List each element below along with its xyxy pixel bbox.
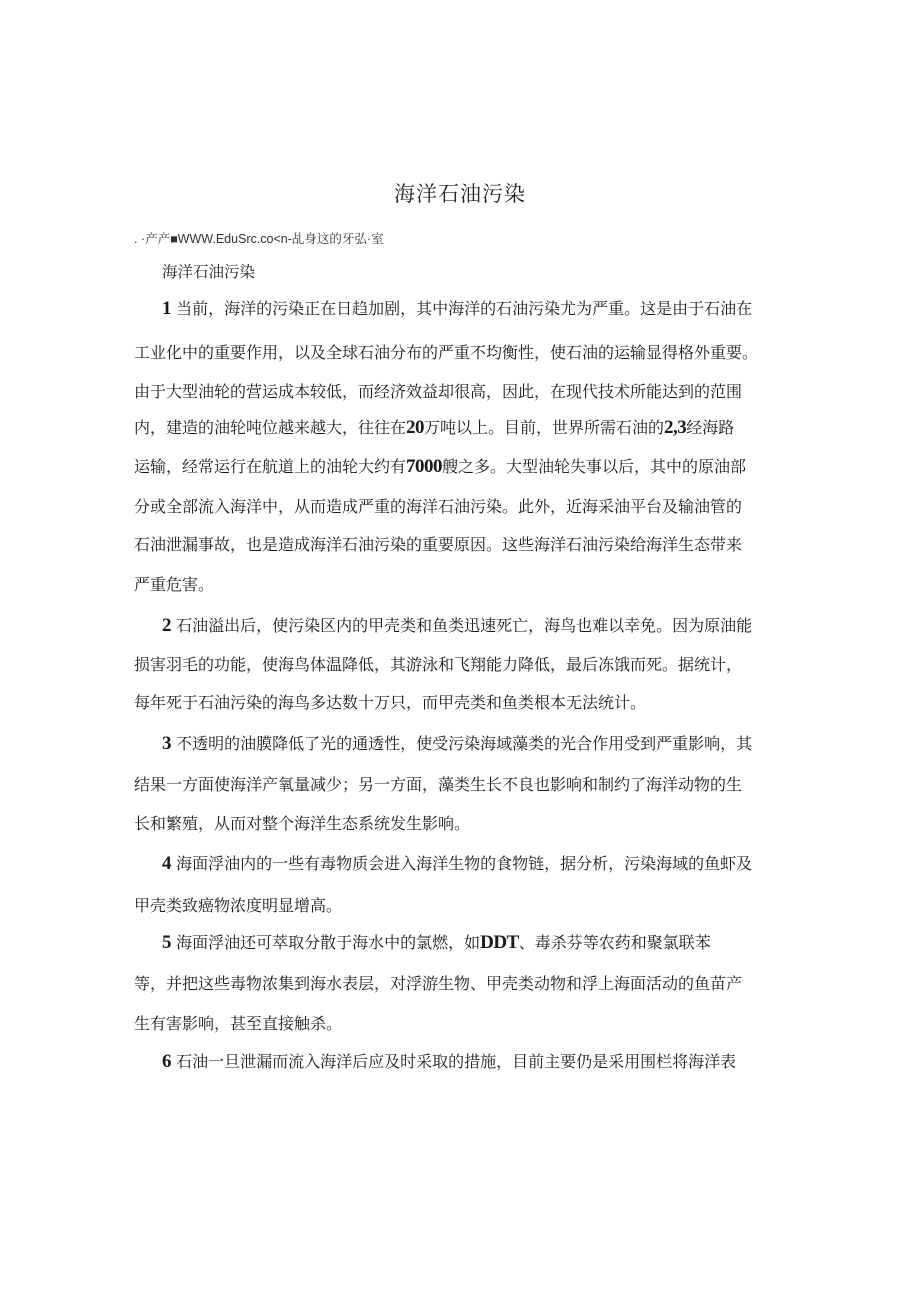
paragraph-1-line-7 bbox=[134, 532, 742, 555]
paragraph-number: 4 bbox=[162, 853, 171, 874]
paragraph-5-line-2 bbox=[134, 971, 742, 994]
inline-number: DDT bbox=[480, 932, 519, 953]
paragraph-text: 、毒杀芬等农药和聚氯联苯 bbox=[518, 933, 711, 952]
paragraph-number: 2 bbox=[162, 615, 171, 636]
paragraph-1-line-2 bbox=[134, 340, 758, 363]
paragraph-text: 生有害影响，甚至直接触杀。 bbox=[134, 1014, 343, 1033]
paragraph-text: 经海路 bbox=[686, 418, 735, 437]
paragraph-text: 当前，海洋的污染正在日趋加剧，其中海洋的石油污染尤为严重。这是由于石油在 bbox=[176, 299, 753, 318]
paragraph-2-line-3 bbox=[134, 690, 646, 713]
paragraph-1-line-5 bbox=[134, 454, 746, 478]
paragraph-text: 万吨以上。目前，世界所需石油的 bbox=[424, 418, 665, 437]
paragraph-number: 3 bbox=[162, 733, 171, 754]
paragraph-4-line-2 bbox=[134, 893, 342, 916]
paragraph-text: 内，建造的油轮吨位越来越大，往往在 bbox=[134, 418, 407, 437]
paragraph-number: 5 bbox=[162, 932, 171, 953]
paragraph-1-line-3 bbox=[134, 379, 742, 402]
paragraph-text: 石油一旦泄漏而流入海洋后应及时采取的措施，目前主要仍是采用围栏将海洋表 bbox=[176, 1052, 737, 1071]
paragraph-text: 每年死于石油污染的海鸟多达数十万只，而甲壳类和鱼类根本无法统计。 bbox=[134, 693, 647, 712]
paragraph-text: 石油溢出后，使污染区内的甲壳类和鱼类迅速死亡，海鸟也难以幸免。因为原油能 bbox=[176, 616, 753, 635]
paragraph-text: 海面浮油内的一些有毒物质会进入海洋生物的食物链，据分析，污染海域的鱼虾及 bbox=[176, 854, 753, 873]
paragraph-text: 甲壳类致癌物浓度明显增高。 bbox=[134, 896, 343, 915]
paragraph-text: 艘之多。大型油轮失事以后，其中的原油部 bbox=[442, 457, 747, 476]
inline-number: 20 bbox=[406, 417, 425, 438]
paragraph-2-line-1 bbox=[162, 613, 752, 637]
paragraph-4-line-1 bbox=[162, 851, 752, 875]
document-title: 海洋石油污染 bbox=[394, 182, 526, 206]
paragraph-text: 长和繁殖，从而对整个海洋生态系统发生影响。 bbox=[134, 814, 471, 833]
paragraph-1-line-4 bbox=[134, 415, 734, 439]
paragraph-text: 海面浮油还可萃取分散于海水中的氯燃，如 bbox=[176, 933, 481, 952]
paragraph-number: 1 bbox=[162, 298, 171, 319]
paragraph-3-line-2 bbox=[134, 772, 742, 795]
paragraph-text: 由于大型油轮的营运成本较低，而经济效益却很高，因此，在现代技术所能达到的范围 bbox=[134, 382, 743, 401]
paragraph-6-line-1 bbox=[162, 1049, 736, 1073]
paragraph-5-line-1 bbox=[162, 930, 711, 954]
paragraph-text: 等，并把这些毒物浓集到海水表层，对浮游生物、甲壳类动物和浮上海面活动的鱼苗产 bbox=[134, 974, 743, 993]
paragraph-text: 结果一方面使海洋产氧量减少；另一方面，藻类生长不良也影响和制约了海洋动物的生 bbox=[134, 775, 743, 794]
paragraph-1-line-8 bbox=[134, 572, 214, 595]
inline-number: 2,3 bbox=[664, 417, 687, 438]
paragraph-number: 6 bbox=[162, 1051, 171, 1072]
inline-number: 7000 bbox=[406, 456, 443, 477]
paragraph-text: 分或全部流入海洋中，从而造成严重的海洋石油污染。此外，近海采油平台及输油管的 bbox=[134, 497, 743, 516]
paragraph-text: 严重危害。 bbox=[134, 575, 215, 594]
source-watermark-line: . ·产产■WWW.EduSrc.co<n-乩身这的牙弘·室 bbox=[134, 232, 384, 246]
paragraph-5-line-3 bbox=[134, 1011, 342, 1034]
paragraph-3-line-3 bbox=[134, 811, 470, 834]
paragraph-2-line-2 bbox=[134, 652, 742, 675]
document-subtitle: 海洋石油污染 bbox=[162, 263, 256, 281]
paragraph-text: 损害羽毛的功能，使海鸟体温降低，其游泳和飞翔能力降低，最后冻饿而死。据统计， bbox=[134, 655, 743, 674]
paragraph-text: 运输，经常运行在航道上的油轮大约有 bbox=[134, 457, 407, 476]
paragraph-1-line-1 bbox=[162, 296, 752, 320]
paragraph-3-line-1 bbox=[162, 731, 752, 755]
paragraph-text: 工业化中的重要作用，以及全球石油分布的严重不均衡性，使石油的运输显得格外重要。 bbox=[134, 343, 759, 362]
paragraph-1-line-6 bbox=[134, 494, 742, 517]
paragraph-text: 不透明的油膜降低了光的通透性，使受污染海域藻类的光合作用受到严重影响，其 bbox=[176, 734, 753, 753]
paragraph-text: 石油泄漏事故，也是造成海洋石油污染的重要原因。这些海洋石油污染给海洋生态带来 bbox=[134, 535, 743, 554]
